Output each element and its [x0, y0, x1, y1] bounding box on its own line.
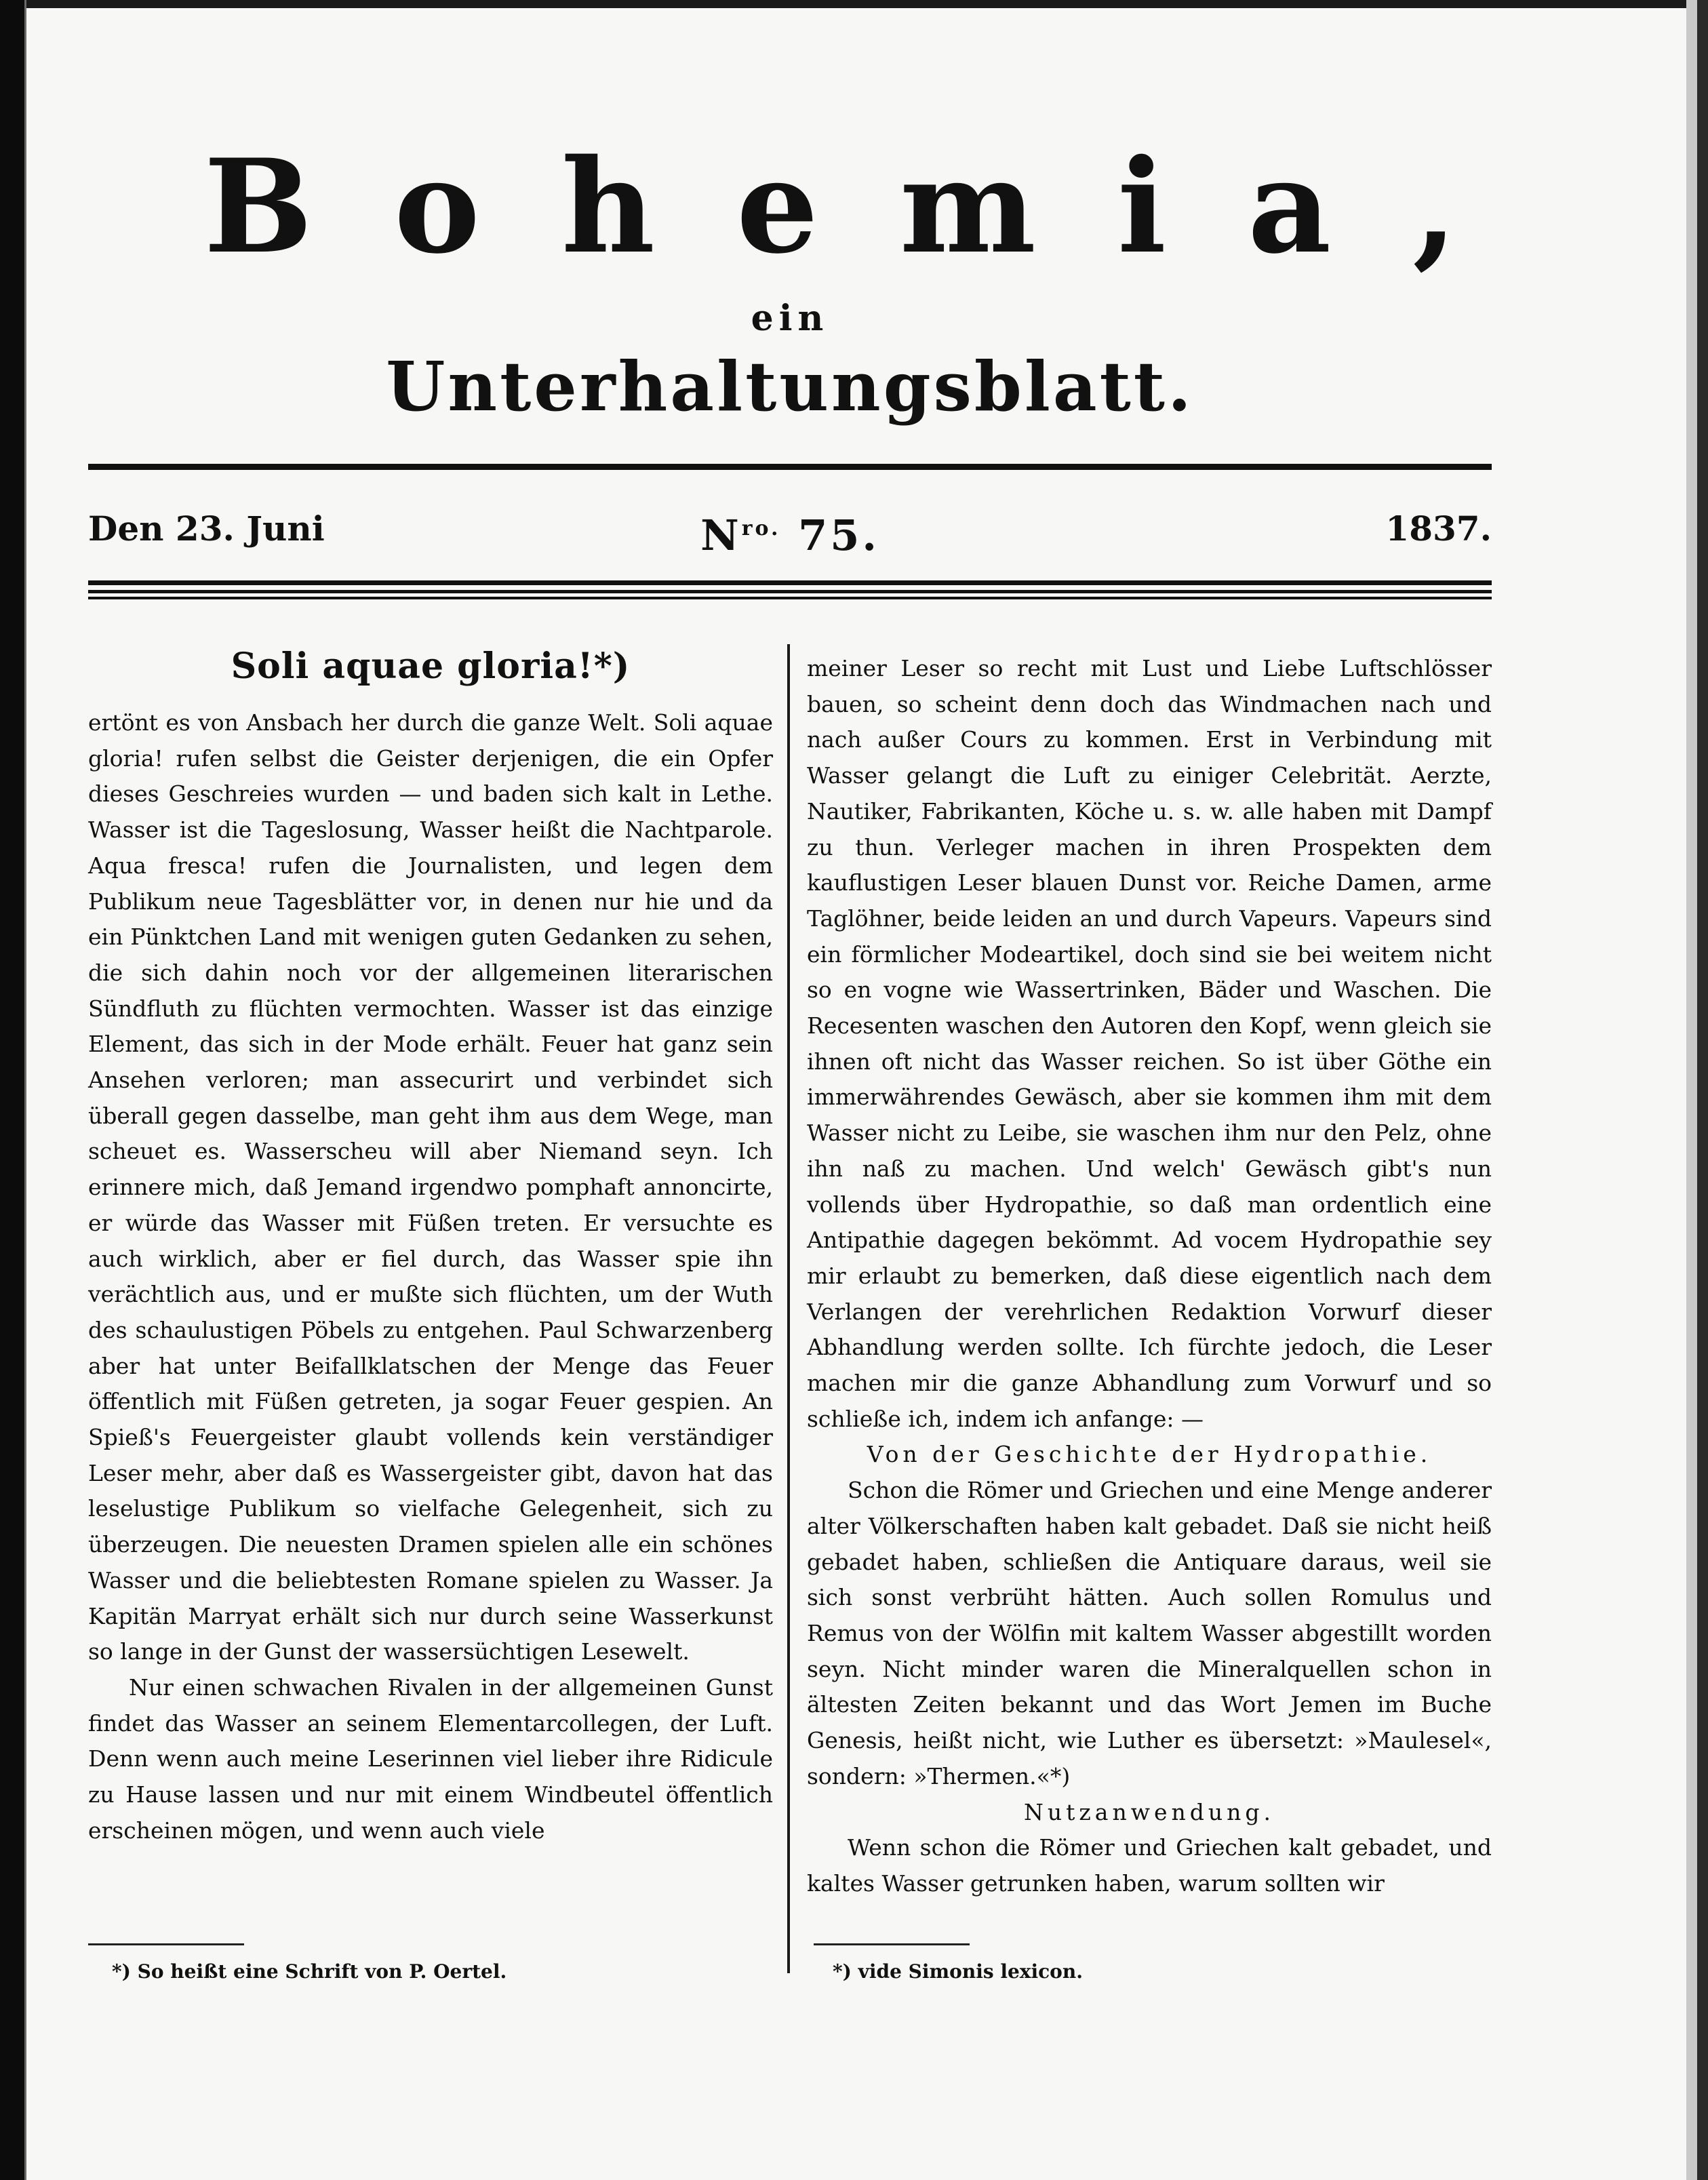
issue-number-value: 75. [798, 511, 879, 560]
left-paragraph-2: Nur einen schwachen Rivalen in der allgemeinen Gunst findet das Wasser an seinem Elementarcollegen, der Luft. Denn wenn auch meine Leserinnen viel lieber ihre Ridicule zu Hause lassen und nur mit einem Windbeutel öffentlich erscheinen mögen, und wenn auch viele [88, 1673, 773, 1844]
history-paragraph: Schon die Römer und Griechen und eine Menge anderer alter Völkerschaften haben kalt gebadet. Daß sie nicht heiß gebadet haben, schließen die Antiquare daraus, weil sie sich sonst verbrüht hätten. Auch sollen Romulus und Remus von der Wölfin mit kaltem Wasser abgestillt worden seyn. Nicht minder waren die Mineralquellen schon in ältesten Zeiten bekannt und das Wort Jemen im Buche Genesis, heißt nicht, wie Luther es übersetzt: »Maulesel«, sondern: »Thermen.«*) [807, 1477, 1492, 1789]
footnote-right: *) vide Simonis lexicon. [833, 1960, 1083, 1983]
column-divider [787, 644, 790, 1973]
right-paragraph-1: meiner Leser so recht mit Lust und Liebe Luftschlösser bauen, so scheint denn doch das Windmachen nach und nach außer Cours zu kommen. Erst in Verbindung mit Wasser gelangt die Luft zu einiger Celebrität. Aerzte, Nautiker, Fabrikanten, Köche u. s. w. alle haben mit Dampf zu thun. Verleger machen in ihren Prospekten dem kauflustigen Leser blauen Dunst vor. Reiche Damen, arme Taglöhner, beide leiden an und durch Vapeurs. Vapeurs sind ein förmlicher Modeartikel, doch sind sie bei weitem nicht so en vogne wie Wassertrinken, Bäder und Waschen. Die Recesenten waschen den Autoren den Kopf, wenn gleich sie ihnen oft nicht das Wasser reichen. So ist über Göthe ein immerwährendes Gewäsch, aber sie kommen ihm mit dem Wasser nicht zu Leibe, sie waschen ihm nur den Pelz, ohne ihn naß zu machen. Und welch' Gewäsch gibt's nun vollends über Hydropathie, so daß man ordentlich eine Antipathie dagegen bekömmt. Ad vocem Hydropathie sey mir erlaubt zu bemerken, daß diese eigentlich nach dem Verlangen der verehrlichen Redaktion Vorwurf dieser Abhandlung werden sollte. Ich fürchte jedoch, die Leser machen mir die ganze Abhandlung zum Vorwurf und so schließe ich, indem ich anfange: — [807, 655, 1492, 1432]
scan-left-edge [0, 0, 24, 2180]
dateline-rule-1 [88, 580, 1492, 585]
newspaper-kind: Unterhaltungsblatt. [386, 346, 1194, 427]
section-heading-use: Nutzanwendung. [1024, 1798, 1275, 1825]
dateline [88, 502, 1492, 560]
scan-right-edge [1697, 0, 1708, 2180]
left-paragraph-1: ertönt es von Ansbach her durch die ganze Welt. Soli aquae gloria! rufen selbst die Geister derjenigen, die ein Opfer dieses Geschreies wurden — und baden sich kalt in Lethe. Wasser ist die Tageslosung, Wasser heißt die Nachtparole. Aqua fresca! rufen die Journalisten, und legen dem Publikum neue Tagesblätter vor, in denen nur hie und da ein Pünktchen Land mit wenigen guten Gedanken zu sehen, die sich dahin noch vor der allgemeinen literarischen Sündfluth zu flüchten vermochten. Wasser ist das einzige Element, das sich in der Mode erhält. Feuer hat ganz sein Ansehen verloren; man assecurirt und verbindet sich überall gegen dasselbe, man geht ihm aus dem Wege, man scheuet es. Wasserscheu will aber Niemand seyn. Ich erinnere mich, daß Jemand irgendwo pomphaft annoncirte, er würde das Wasser mit Füßen treten. Er versuchte es auch wirklich, aber er fiel durch, das Wasser spie ihn verächtlich aus, und er mußte sich flüchten, um der Wuth des schaulustigen Pöbels zu entgehen. Paul Schwarzenberg aber hat unter Beifallklatschen der Menge das Feuer öffentlich mit Füßen getreten, ja sogar Feuer gespien. An Spieß's Feuergeister glaubt vollends kein verständiger Leser mehr, aber daß es Wassergeister gibt, davon hat das leselustige Publikum so vielfache Gelegenheit, sich zu überzeugen. Die neuesten Dramen spielen alle ein schönes Wasser und die beliebtesten Romane spielen zu Wasser. Ja Kapitän Marryat erhält sich nur durch seine Wasserkunst so lange in der Gunst der wassersüchtigen Lesewelt. [88, 709, 773, 1665]
dateline-rule-2 [88, 590, 1492, 593]
issue-year: 1837. [1385, 509, 1492, 549]
left-column [88, 643, 773, 1849]
section-heading-history: Von der Geschichte der Hydropathie. [867, 1441, 1432, 1468]
article-title: Soli aquae gloria!*) [231, 646, 631, 687]
issue-number [88, 502, 1492, 563]
footnote-rule-right [814, 1943, 970, 1945]
dateline-rule-3 [88, 597, 1492, 599]
newspaper-subtitle: ein [751, 298, 829, 339]
issue-date: Den 23. Juni [88, 509, 325, 549]
issue-number-suffix: ro. [741, 517, 781, 540]
footnote-rule-left [88, 1943, 244, 1945]
issue-number-prefix: N [700, 511, 742, 560]
footnote-left: *) So heißt eine Schrift von P. Oertel. [112, 1960, 507, 1983]
scan-top-edge [0, 0, 1708, 8]
masthead-rule [88, 464, 1492, 470]
right-column [807, 651, 1492, 1902]
newspaper-title: Bohemia, [203, 131, 1539, 282]
scan-left-edge-line [24, 0, 26, 2180]
use-paragraph: Wenn schon die Römer und Griechen kalt gebadet, und kaltes Wasser getrunken haben, warum sollten wir [807, 1834, 1492, 1897]
scan-right-edge-strip [1686, 0, 1697, 2180]
